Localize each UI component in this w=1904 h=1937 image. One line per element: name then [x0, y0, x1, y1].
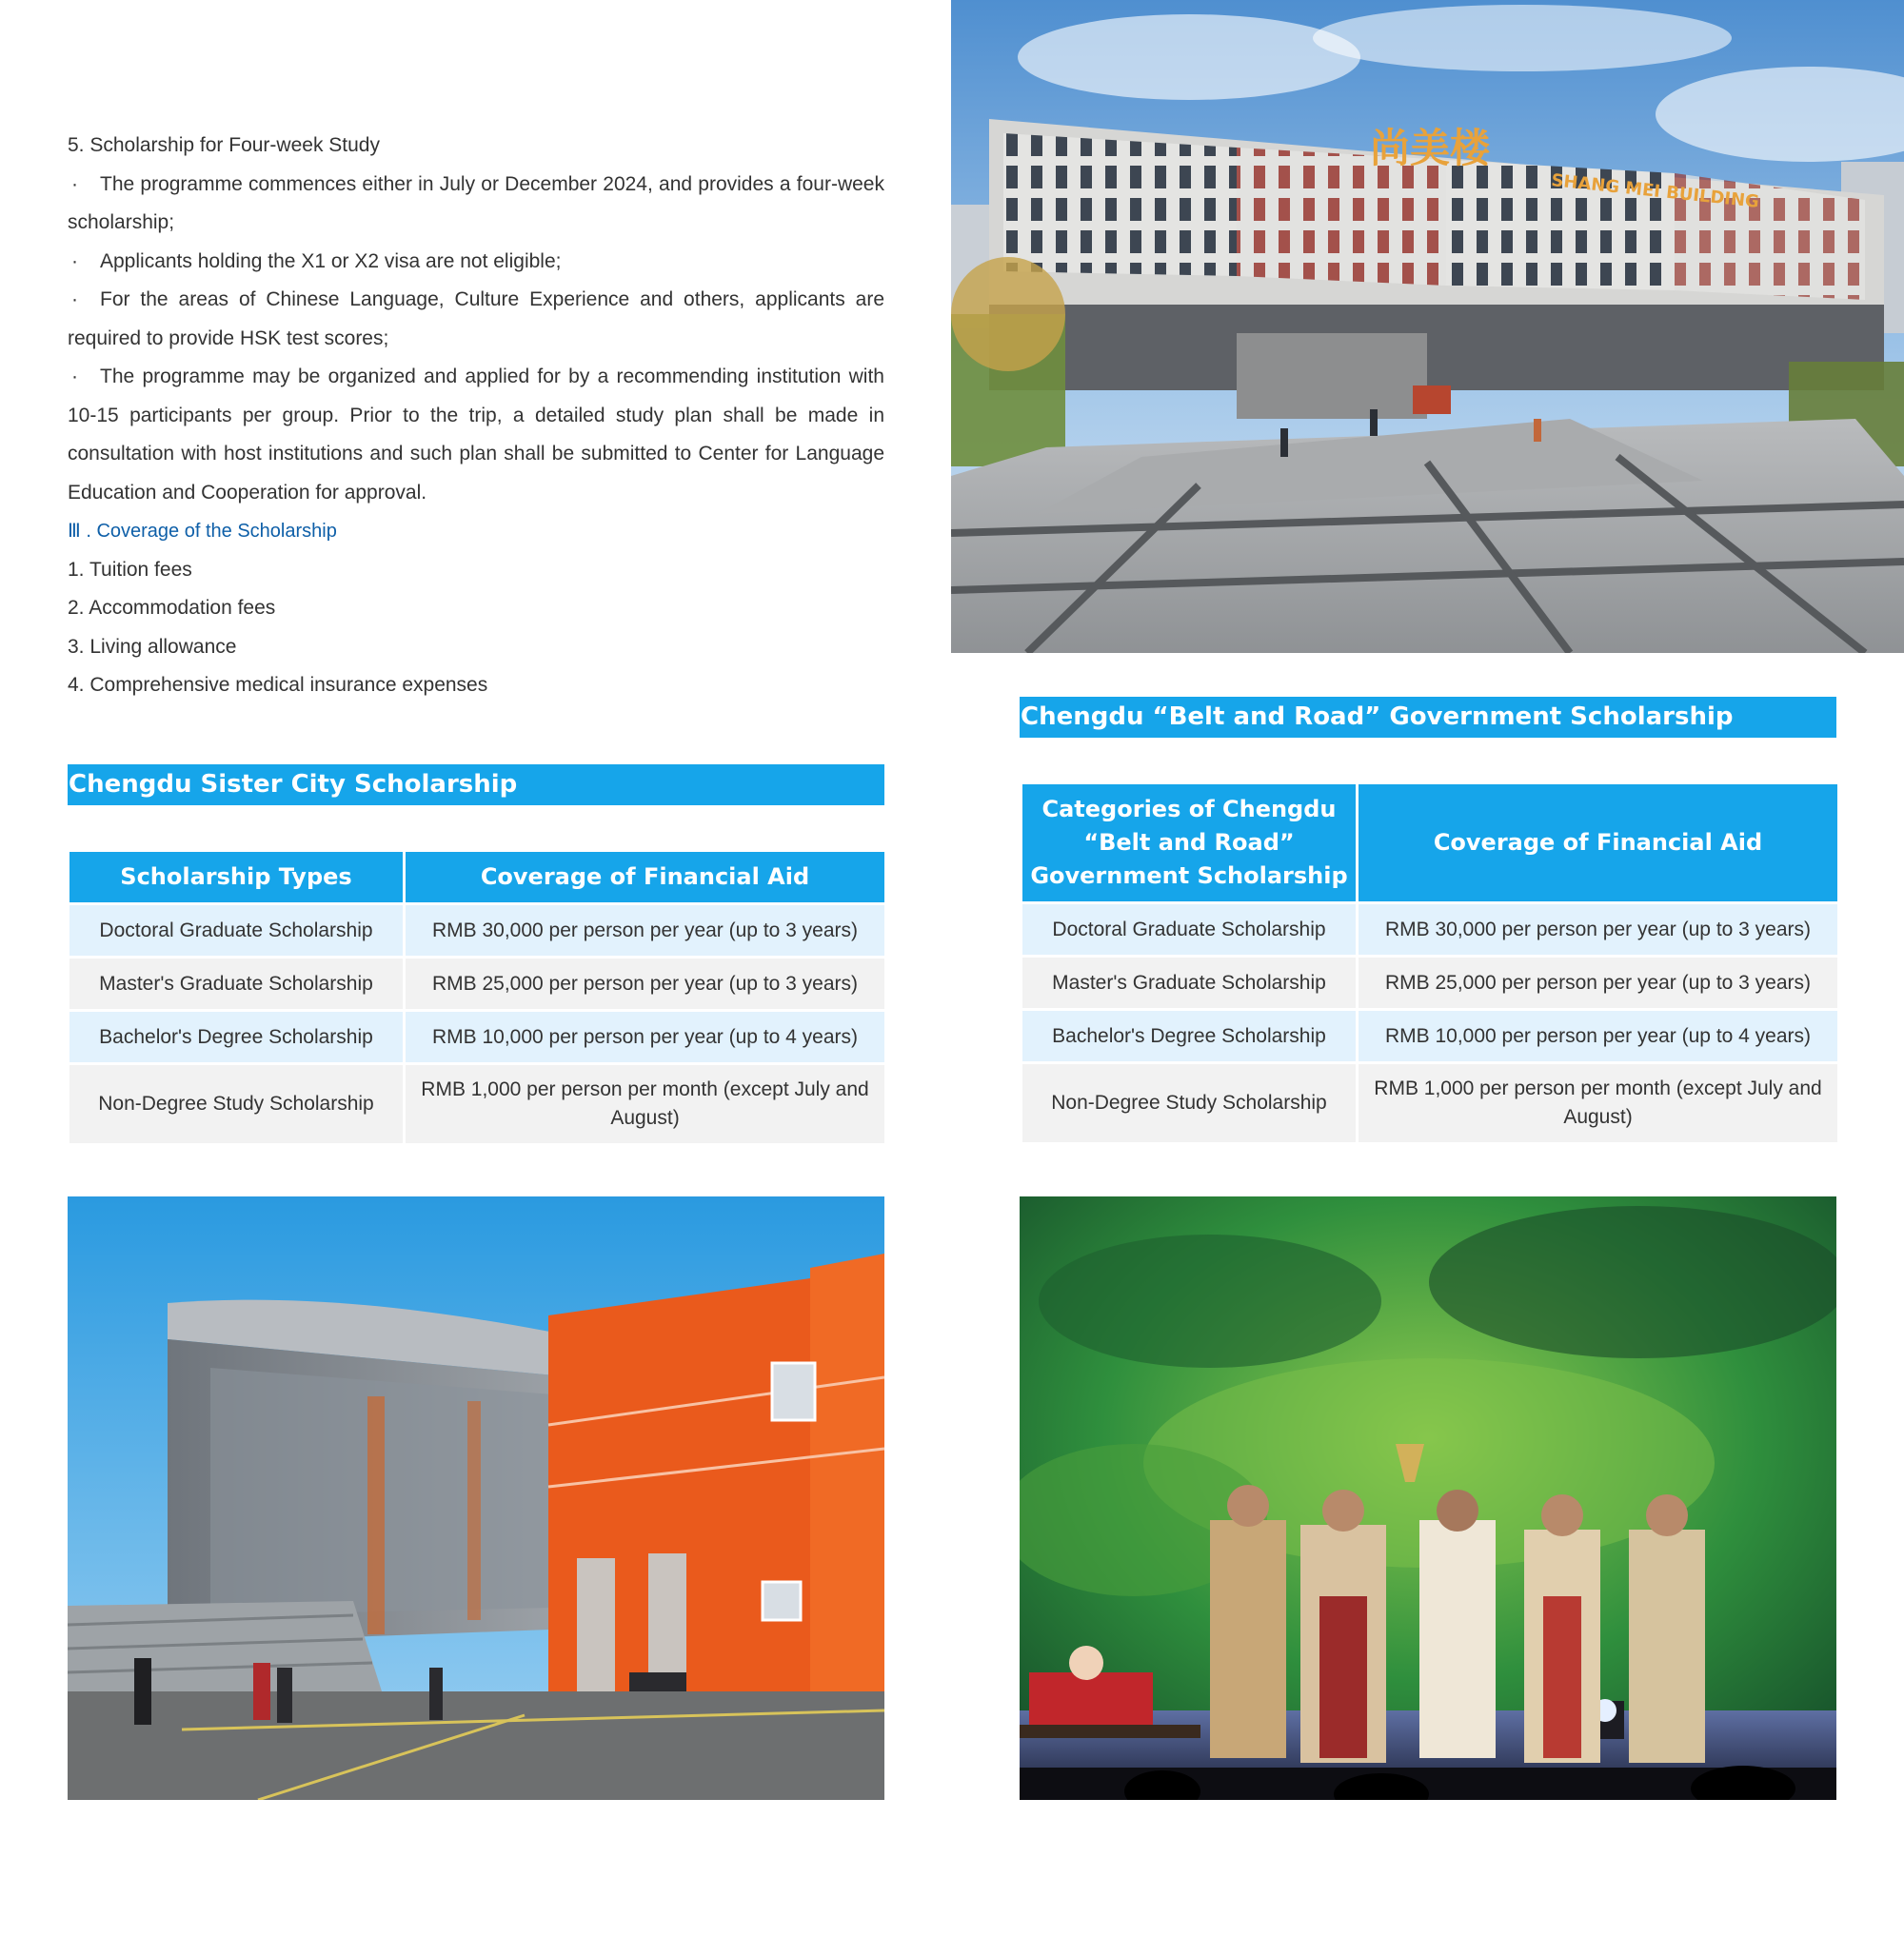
scholarship-text-block — [68, 127, 884, 705]
table-row — [69, 959, 884, 1009]
bullet-symbol: · — [71, 172, 78, 195]
table-header-row — [69, 852, 884, 902]
table-header-cell: Coverage of Financial Aid — [1359, 784, 1837, 901]
table-cell: RMB 30,000 per person per year (up to 3 years) — [406, 905, 884, 956]
table-header-row — [1022, 784, 1837, 901]
table-header-cell: Coverage of Financial Aid — [406, 852, 884, 902]
table-cell: RMB 30,000 per person per year (up to 3 years) — [1359, 904, 1837, 955]
bullet-item — [68, 281, 884, 358]
table-cell: Master's Graduate Scholarship — [1022, 958, 1356, 1008]
building-sign-english: SHANG MEI BUILDING — [1550, 170, 1760, 212]
bullet-symbol: · — [71, 366, 78, 387]
table-row — [69, 905, 884, 956]
bullet-text: For the areas of Chinese Language, Culture Experience and others, applicants are required to provide HSK test scores; — [68, 288, 884, 349]
coverage-item: 1. Tuition fees — [68, 558, 192, 581]
table-cell: Bachelor's Degree Scholarship — [1022, 1011, 1356, 1061]
bullet-symbol: · — [71, 288, 78, 310]
table-row — [1022, 1011, 1837, 1061]
table-row — [1022, 1064, 1837, 1142]
coverage-item: 3. Living allowance — [68, 635, 237, 658]
four-week-title: 5. Scholarship for Four-week Study — [68, 134, 380, 156]
sister-city-table — [67, 849, 887, 1146]
table-cell: RMB 1,000 per person per month (except July and August) — [406, 1065, 884, 1143]
table-cell: RMB 25,000 per person per year (up to 3 years) — [1359, 958, 1837, 1008]
table-header-cell: Categories of Chengdu “Belt and Road” Government Scholarship — [1022, 784, 1356, 901]
table-cell: RMB 1,000 per person per month (except July and August) — [1359, 1064, 1837, 1142]
shang-mei-building-photo — [951, 0, 1904, 653]
table-cell: Master's Graduate Scholarship — [69, 959, 403, 1009]
bullet-item — [68, 243, 884, 282]
stage-performance-photo — [1020, 1196, 1836, 1800]
building-sign-chinese: 尚美楼 — [1370, 125, 1491, 171]
bullet-text: The programme commences either in July or December 2024, and provides a four-week scholarship; — [68, 172, 884, 233]
table-cell: Bachelor's Degree Scholarship — [69, 1012, 403, 1062]
bullet-item — [68, 358, 884, 512]
table-row — [69, 1012, 884, 1062]
campus-building-photo — [68, 1196, 884, 1800]
sister-city-title: Chengdu Sister City Scholarship — [68, 764, 884, 805]
bullet-symbol: · — [71, 249, 78, 272]
coverage-item: 4. Comprehensive medical insurance expenses — [68, 674, 488, 696]
table-cell: Doctoral Graduate Scholarship — [69, 905, 403, 956]
table-header-cell: Scholarship Types — [69, 852, 403, 902]
table-cell: RMB 10,000 per person per year (up to 4 years) — [406, 1012, 884, 1062]
table-cell: Non-Degree Study Scholarship — [1022, 1064, 1356, 1142]
table-cell: Non-Degree Study Scholarship — [69, 1065, 403, 1143]
bullet-text: Applicants holding the X1 or X2 visa are not eligible; — [100, 249, 562, 272]
table-cell: RMB 25,000 per person per year (up to 3 years) — [406, 959, 884, 1009]
table-row — [1022, 904, 1837, 955]
belt-road-table — [1020, 781, 1840, 1145]
table-row — [69, 1065, 884, 1143]
table-cell: RMB 10,000 per person per year (up to 4 years) — [1359, 1011, 1837, 1061]
table-cell: Doctoral Graduate Scholarship — [1022, 904, 1356, 955]
bullet-item — [68, 166, 884, 243]
table-row — [1022, 958, 1837, 1008]
coverage-heading: Ⅲ . Coverage of the Scholarship — [68, 521, 337, 542]
belt-road-title: Chengdu “Belt and Road” Government Scholarship — [1020, 697, 1836, 738]
bullet-text: The programme may be organized and applied for by a recommending institution with 10-15 participants per group. Prior to the trip, a detailed study plan shall be made in consultation with host institutions and such plan shall be submitted to Center for Language Education and Cooperation for approval. — [68, 366, 884, 504]
coverage-item: 2. Accommodation fees — [68, 597, 276, 619]
